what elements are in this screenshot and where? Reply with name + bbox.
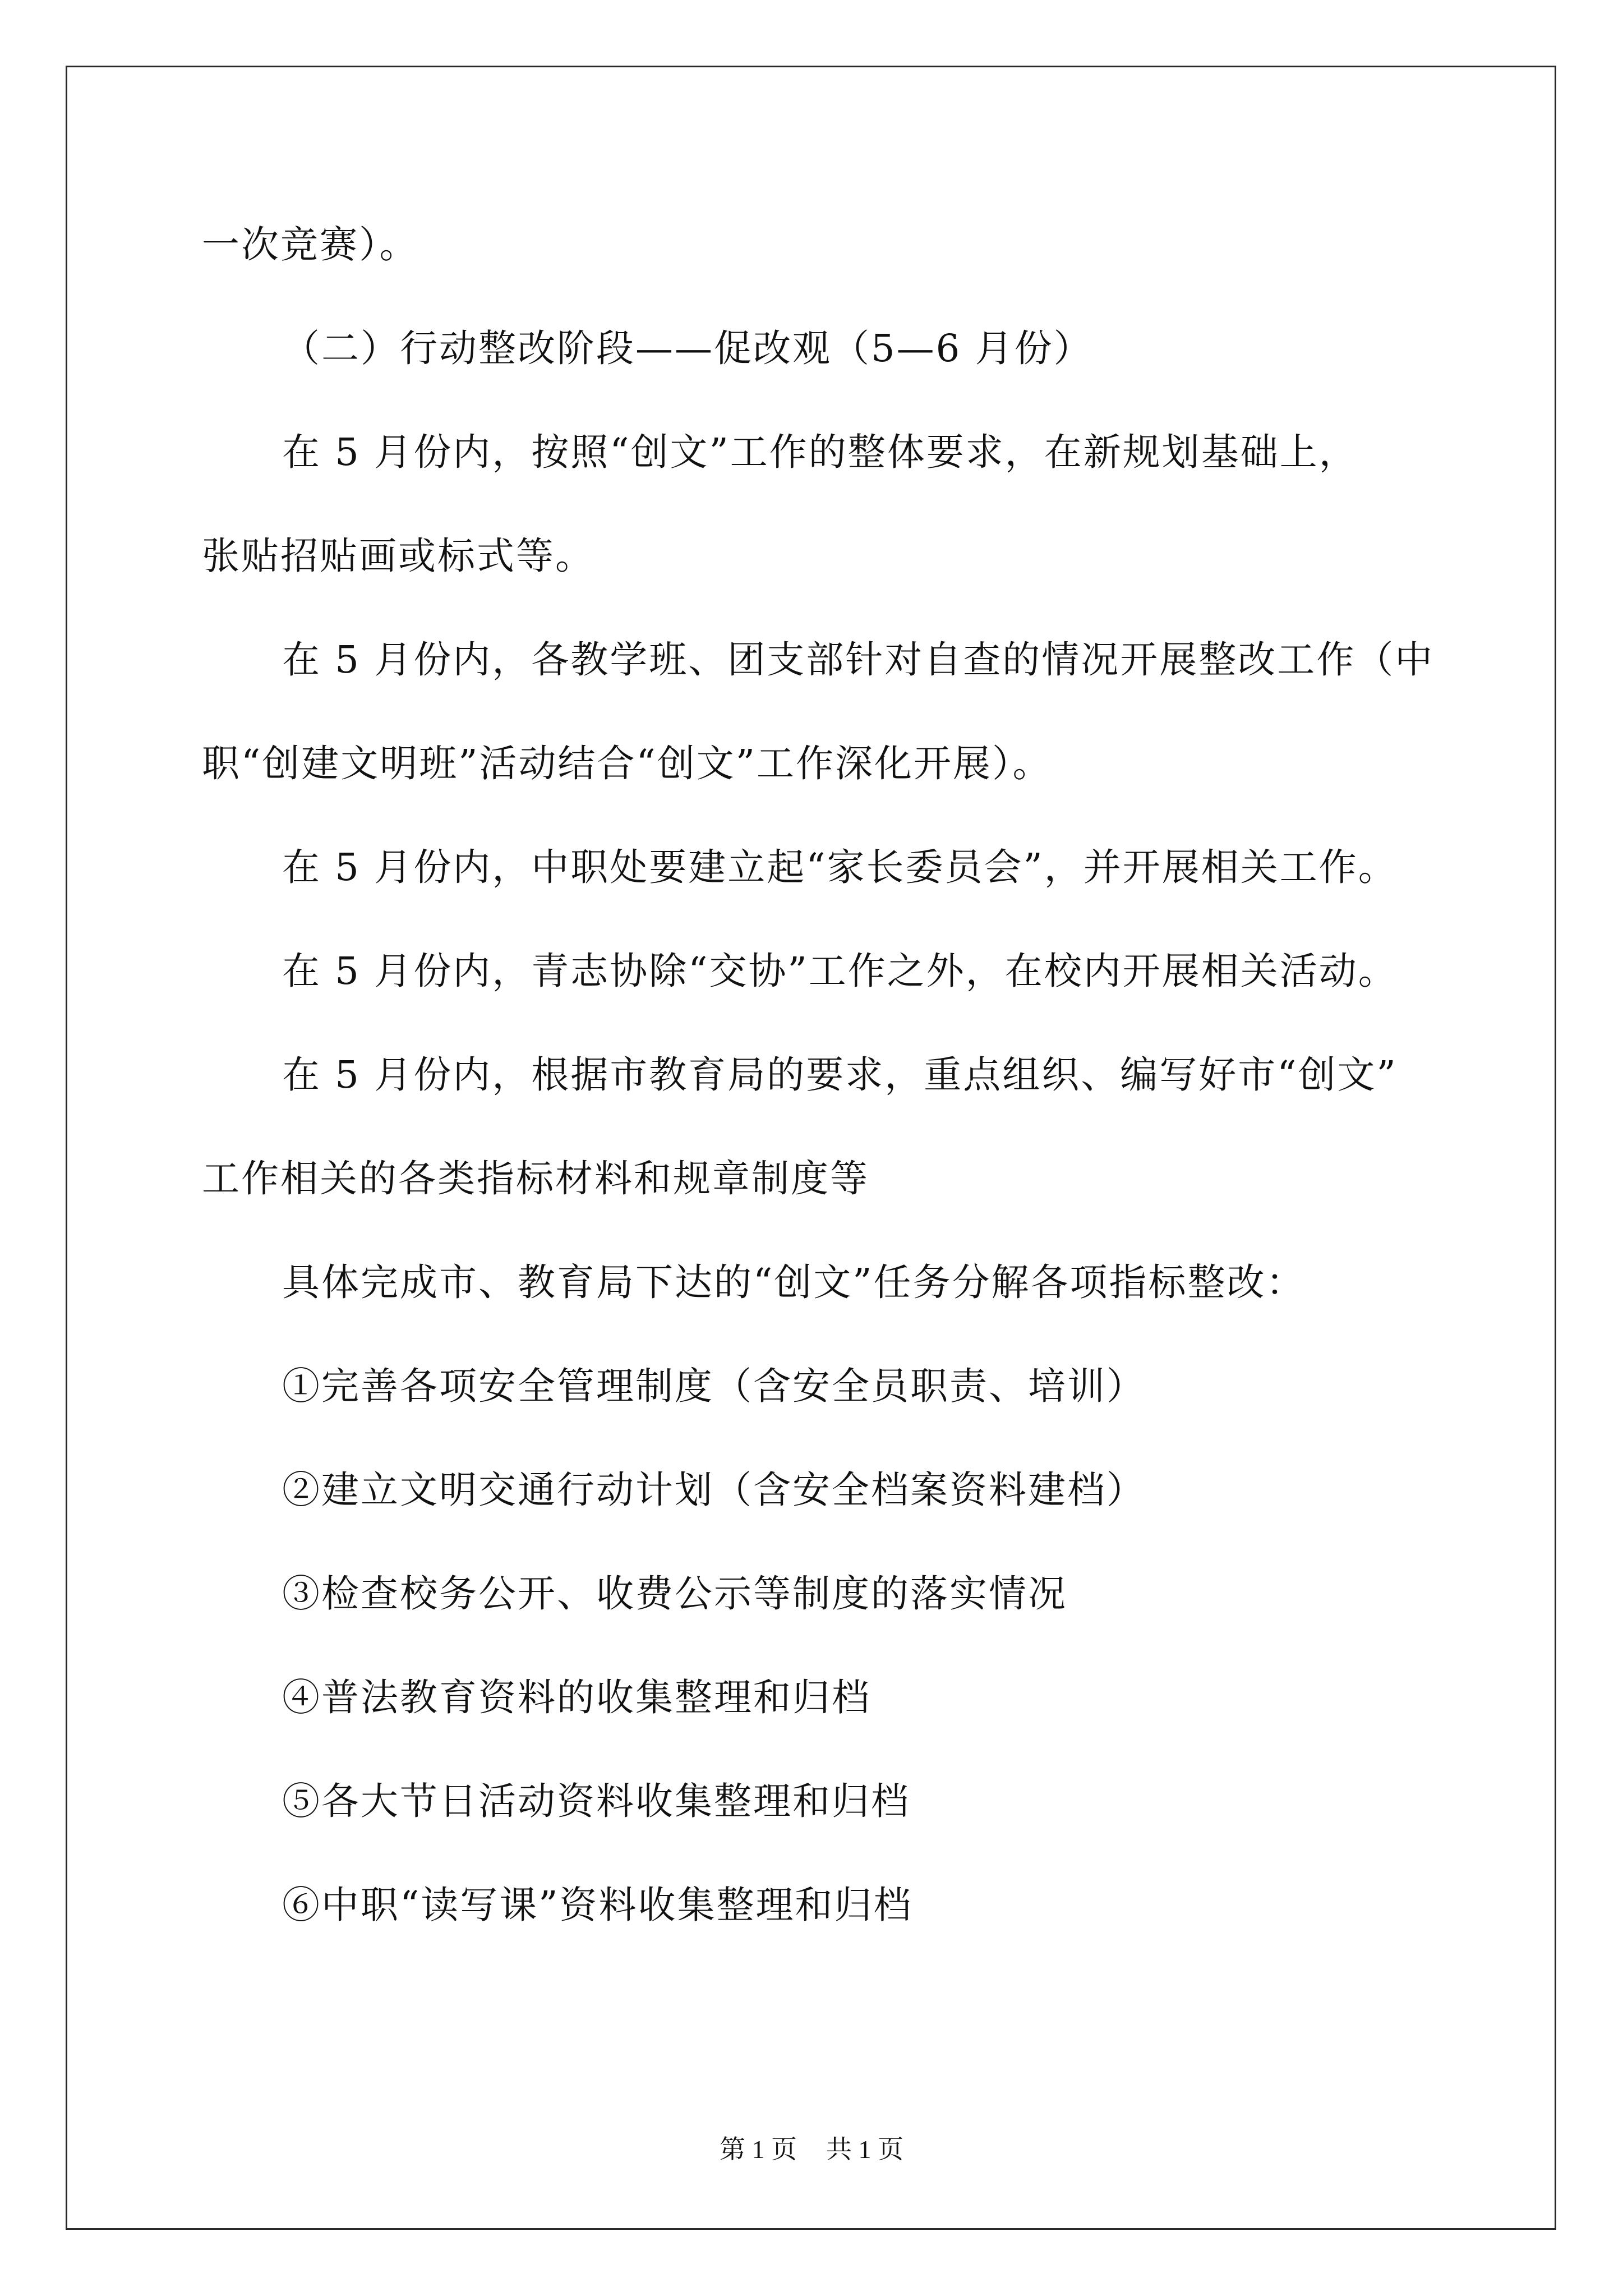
paragraph-line-5: 在 5 月份内，各教学班、团支部针对自查的情况开展整改工作（中 <box>282 638 1435 682</box>
page-number-current: 第 1 页 <box>720 2135 797 2164</box>
list-item-1: ①完善各项安全管理制度（含安全员职责、培训） <box>282 1364 1146 1408</box>
paragraph-line-9: 在 5 月份内，根据市教育局的要求，重点组织、编写好市“创文” <box>282 1053 1398 1097</box>
paragraph-line-7: 在 5 月份内，中职处要建立起“家长委员会”，并开展相关工作。 <box>282 845 1398 889</box>
list-item-4: ④普法教育资料的收集整理和归档 <box>282 1676 871 1719</box>
paragraph-line-11: 具体完成市、教育局下达的“创文”任务分解各项指标整改： <box>282 1260 1306 1304</box>
paragraph-line-6: 职“创建文明班”活动结合“创文”工作深化开展）。 <box>202 742 1052 785</box>
paragraph-line-10: 工作相关的各类指标材料和规章制度等 <box>202 1157 869 1200</box>
page-number-total: 共 1 页 <box>826 2135 903 2164</box>
page-footer <box>0 2129 1623 2166</box>
text-line-1: 一次竞赛）。 <box>202 223 419 266</box>
list-item-2: ②建立文明交通行动计划（含安全档案资料建档） <box>282 1468 1146 1512</box>
list-item-5: ⑤各大节日活动资料收集整理和归档 <box>282 1779 910 1823</box>
paragraph-line-3: 在 5 月份内，按照“创文”工作的整体要求，在新规划基础上， <box>282 430 1358 474</box>
paragraph-line-8: 在 5 月份内，青志协除“交协”工作之外，在校内开展相关活动。 <box>282 949 1398 993</box>
section-heading-2: （二）行动整改阶段——促改观（5—6 月份） <box>282 326 1093 370</box>
list-item-3: ③检查校务公开、收费公示等制度的落实情况 <box>282 1572 1067 1616</box>
paragraph-line-4: 张贴招贴画或标式等。 <box>202 534 594 578</box>
list-item-6: ⑥中职“读写课”资料收集整理和归档 <box>282 1883 913 1927</box>
